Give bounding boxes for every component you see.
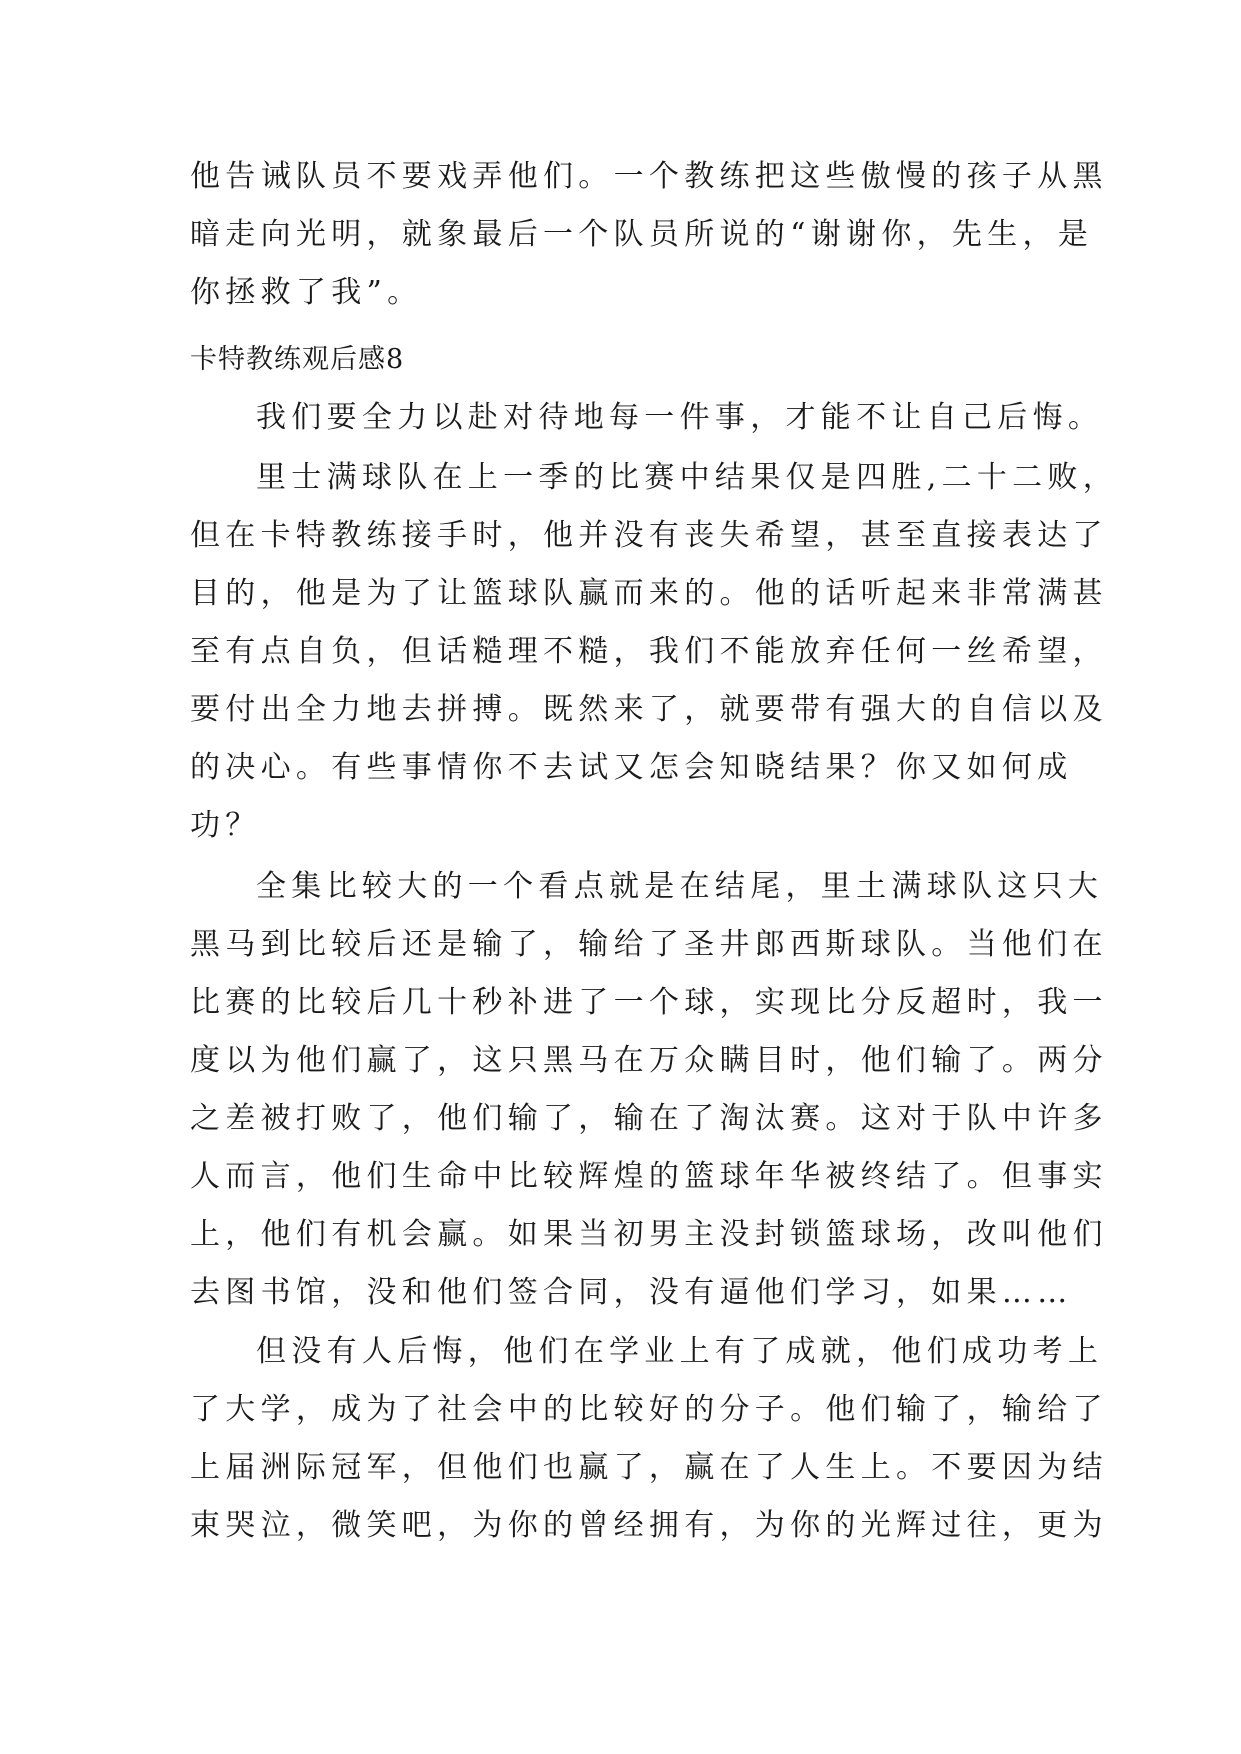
section-title: 卡特教练观后感8 [190, 344, 405, 375]
text-line: 目的，他是为了让篮球队赢而来的。他的话听起来非常满甚 [190, 576, 1108, 611]
intro-paragraph [190, 148, 1108, 322]
text-line: 你拯救了我”。 [190, 275, 423, 310]
paragraph-2 [190, 449, 1119, 855]
text-line: 人而言，他们生命中比较辉煌的篮球年华被终结了。但事实 [190, 1159, 1108, 1194]
text-line: 功？ [190, 808, 261, 843]
text-line: 比赛的比较后几十秒补进了一个球，实现比分反超时，我一 [190, 985, 1108, 1020]
text-line: 全集比较大的一个看点就是在结尾，里土满球队这只大 [256, 869, 1104, 904]
text-line: 黑马到比较后还是输了，输给了圣井郎西斯球队。当他们在 [190, 927, 1108, 962]
text-line: 了大学，成为了社会中的比较好的分子。他们输了，输给了 [190, 1392, 1108, 1427]
text-line: 束哭泣，微笑吧，为你的曾经拥有，为你的光辉过往，更为 [190, 1508, 1108, 1543]
text-line: 要付出全力地去拼搏。既然来了，就要带有强大的自信以及 [190, 692, 1108, 727]
paragraph-1 [256, 389, 1126, 447]
text-line: 他告诫队员不要戏弄他们。一个教练把这些傲慢的孩子从黑 [190, 159, 1108, 194]
text-line: 去图书馆，没和他们签合同，没有逼他们学习，如果…… [190, 1275, 1073, 1310]
text-line: 上，他们有机会赢。如果当初男主没封锁篮球场，改叫他们 [190, 1217, 1108, 1252]
text-line: 的决心。有些事情你不去试又怎会知晓结果？你又如何成 [190, 750, 1073, 785]
text-line: 我们要全力以赴对待地每一件事，才能不让自己后悔。 [256, 400, 1104, 435]
text-line: 上届洲际冠军，但他们也赢了，赢在了人生上。不要因为结 [190, 1450, 1108, 1485]
text-line: 但在卡特教练接手时，他并没有丧失希望，甚至直接表达了 [190, 518, 1108, 553]
text-line: 度以为他们赢了，这只黑马在万众瞒目时，他们输了。两分 [190, 1043, 1108, 1078]
text-line: 之差被打败了，他们输了，输在了淘汰赛。这对于队中许多 [190, 1101, 1108, 1136]
paragraph-3 [190, 858, 1108, 1322]
text-line: 暗走向光明，就象最后一个队员所说的“谢谢你，先生，是 [190, 217, 1094, 252]
paragraph-4 [190, 1323, 1108, 1555]
text-line: 至有点自负，但话糙理不糙，我们不能放弃任何一丝希望， [190, 634, 1108, 669]
text-line: 但没有人后悔，他们在学业上有了成就，他们成功考上 [256, 1334, 1104, 1369]
text-line: 里士满球队在上一季的比赛中结果仅是四胜,二十二败， [256, 460, 1119, 495]
